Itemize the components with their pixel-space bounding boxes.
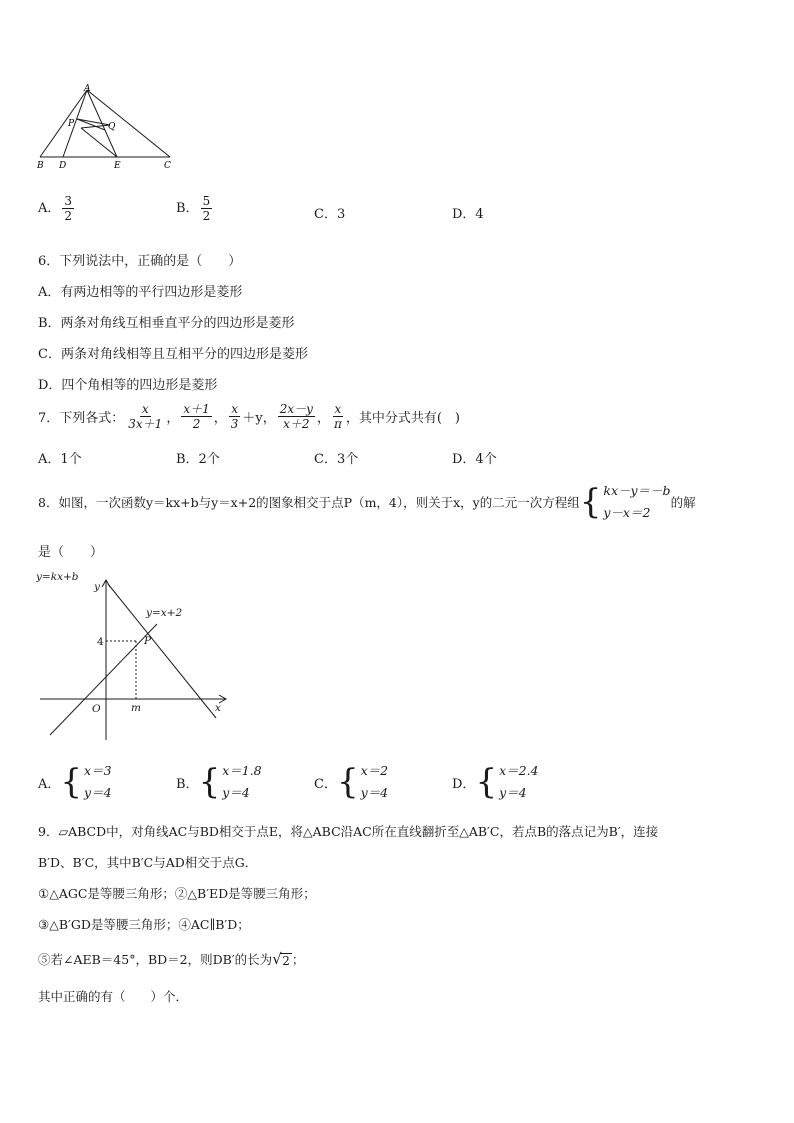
linear-functions-graph: [36, 568, 236, 743]
separator: ，: [213, 411, 227, 426]
equation-system: [60, 760, 111, 804]
option-label: C．: [314, 776, 337, 792]
equation-system: [580, 480, 671, 524]
equation-2: y＝4: [84, 785, 112, 800]
q8-stem-text: 8．如图，一次函数y＝kx+b与y＝x+2的图象相交于点P（m，4），则关于x，y的二元一次方程组: [38, 495, 580, 510]
numerator: 2x－y: [279, 402, 313, 416]
q8-option-b: [176, 760, 262, 804]
q9-line-4: ③△B′GD是等腰三角形；④AC∥B′D；: [38, 917, 250, 932]
q8-stem-tail: 的解: [670, 495, 696, 510]
q9-line-5: [38, 950, 304, 968]
denominator: 3: [230, 417, 239, 431]
option-label: B．: [176, 201, 199, 216]
q9-line-6: 其中正确的有（ ）个．: [38, 989, 189, 1004]
equation-1: x＝1.8: [222, 763, 262, 778]
equation-1: x＝3: [84, 763, 112, 778]
fraction-4: [278, 402, 315, 431]
option-label: A．: [38, 776, 61, 792]
point-b-label: B: [37, 161, 44, 171]
denominator: 3x＋1: [128, 417, 163, 431]
brace-icon: {: [475, 762, 498, 802]
brace-icon: {: [579, 482, 602, 522]
q9-line-2: B′D、B′C，其中B′C与AD相交于点G．: [38, 855, 258, 870]
q8-option-a: [38, 760, 112, 804]
denominator: π: [333, 417, 342, 431]
fraction: [201, 194, 213, 223]
q9-line-5-end: ；: [291, 952, 305, 967]
brace-icon: {: [198, 762, 221, 802]
term-tail: ＋y，: [242, 411, 276, 426]
x-axis-label: x: [215, 702, 221, 714]
q8-stem: [38, 480, 696, 524]
option-label: D．: [452, 776, 476, 792]
equation-2: y＝4: [222, 785, 250, 800]
denominator: 2: [192, 417, 201, 431]
point-a-label: A: [84, 84, 91, 94]
q6-stem: 6．下列说法中，正确的是（ ）: [38, 254, 242, 269]
q6-option-c: C．两条对角线相等且互相平分的四边形是菱形: [38, 347, 308, 362]
separator: ，: [166, 411, 180, 426]
radicand: 2: [282, 954, 290, 968]
fraction-5: [332, 402, 344, 431]
q5-option-a: [38, 194, 76, 223]
separator: ，: [316, 411, 330, 426]
q7-prefix: 7．下列各式：: [38, 411, 125, 426]
denominator: 2: [202, 209, 211, 223]
triangle-figure: [30, 82, 180, 172]
brace-icon: {: [60, 762, 83, 802]
equation-system: [199, 760, 262, 804]
point-d-label: D: [59, 161, 67, 171]
q8-stem-line2: 是（ ）: [38, 545, 104, 560]
equation-2: y＝4: [499, 785, 527, 800]
line-kx-b: [108, 584, 216, 718]
q6-option-a: A．有两边相等的平行四边形是菱形: [38, 285, 243, 300]
q6-option-b: B．两条对角线互相垂直平分的四边形是菱形: [38, 316, 295, 331]
brace-icon: {: [336, 762, 359, 802]
equation-system: [475, 760, 538, 804]
q6-option-d: D．四个角相等的四边形是菱形: [38, 378, 218, 393]
numerator: 3: [64, 194, 73, 208]
fraction: [62, 194, 74, 223]
option-label: A．: [38, 201, 61, 216]
line1-label: y=kx+b: [36, 571, 79, 583]
fraction-2: [181, 402, 211, 431]
point-q-label: Q: [108, 122, 116, 132]
numerator: x＋1: [183, 402, 210, 416]
origin-label: O: [92, 703, 101, 715]
q7-option-b: B．2个: [176, 452, 220, 467]
q5-option-b: [176, 194, 214, 223]
equation-1: x＝2.4: [499, 763, 539, 778]
numerator: 5: [202, 194, 211, 208]
numerator: x: [231, 402, 238, 416]
q9-line-5-text: ⑤若∠AEB＝45°，BD＝2，则DB′的长为: [38, 952, 273, 967]
q5-option-d: D．4: [452, 207, 484, 222]
sqrt-expression: [272, 950, 292, 968]
q5-option-c: C．3: [314, 207, 346, 222]
y-axis-label: y: [94, 581, 100, 593]
point-c-label: C: [164, 161, 171, 171]
q7-option-a: A．1个: [38, 452, 82, 467]
q7-option-d: D．4个: [452, 452, 497, 467]
sqrt-icon: √: [272, 950, 282, 968]
line2-label: y=x+2: [146, 607, 183, 619]
q9-line-1: 9．▱ABCD中，对角线AC与BD相交于点E，将△ABC沿AC所在直线翻折至△AB′C，若点B的落点记为B′，连接: [38, 824, 659, 839]
numerator: x: [141, 402, 149, 416]
denominator: x＋2: [283, 417, 310, 431]
q7-option-c: C．3个: [314, 452, 359, 467]
fraction-1: [126, 402, 164, 431]
q8-option-d: [452, 760, 539, 804]
point-p-label: P: [68, 119, 75, 129]
y-tick-4: 4: [97, 636, 104, 648]
denominator: 2: [64, 209, 73, 223]
point-e-label: E: [114, 161, 121, 171]
equation-system: [337, 760, 388, 804]
q9-line-3: ①△AGC是等腰三角形；②△B′ED是等腰三角形；: [38, 886, 316, 901]
equation-1: x＝2: [360, 763, 389, 778]
equation-1: kx－y＝－b: [603, 483, 671, 498]
m-label: m: [131, 702, 141, 714]
q7-suffix: ，其中分式共有( ): [345, 411, 461, 426]
option-label: B．: [176, 776, 199, 792]
q8-option-c: [314, 760, 388, 804]
equation-2: y＝4: [360, 785, 389, 800]
fraction-3: [229, 402, 241, 431]
equation-2: y－x＝2: [603, 505, 651, 520]
numerator: x: [334, 402, 342, 416]
point-p-label: P: [144, 635, 152, 647]
q7-stem: [38, 402, 460, 431]
